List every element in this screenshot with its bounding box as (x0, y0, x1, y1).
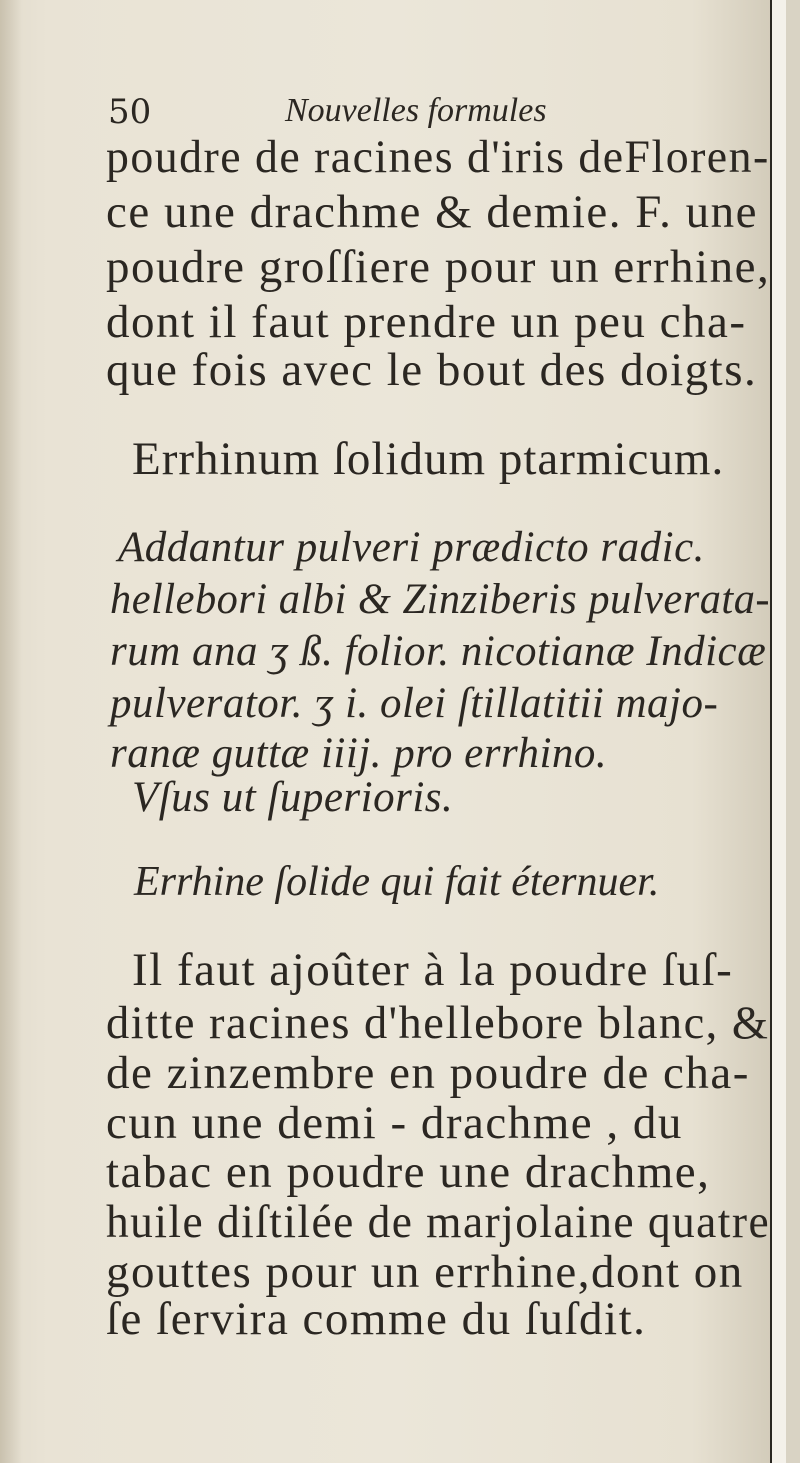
page-edge (770, 0, 786, 1463)
latin-line: hellebori albi & Zinziberis pulverata- (110, 576, 771, 623)
running-title: Nouvelles formules (285, 92, 547, 129)
french-heading: Errhine ſolide qui fait éternuer. (134, 859, 660, 905)
latin-heading: Errhinum ſolidum ptarmicum. (132, 433, 725, 485)
text-line: gouttes pour un errhine,dont on (106, 1246, 744, 1298)
latin-line: ranæ guttæ iiij. pro errhino. (110, 730, 608, 777)
text-line: Il faut ajoûter à la poudre ſuſ- (132, 944, 734, 996)
text-line: ſe ſervira comme du ſuſdit. (106, 1293, 647, 1345)
text-line: cun une demi - drachme , du (106, 1097, 683, 1149)
latin-line: Vſus ut ſuperioris. (132, 774, 454, 821)
text-line: poudre de racines d'iris deFloren- (106, 131, 770, 183)
latin-line: pulverator. ʒ i. olei ſtillatitii majo- (110, 680, 719, 727)
text-line: dont il faut prendre un peu cha- (106, 296, 747, 348)
text-line: ce une drachme & demie. F. une (106, 186, 759, 238)
page-number: 50 (108, 92, 152, 132)
text-line: poudre groſſiere pour un errhine, (106, 241, 771, 293)
text-line: que fois avec le bout des doigts. (106, 344, 758, 396)
latin-line: rum ana ʒ ß. folior. nicotianæ Indicæ (110, 628, 767, 675)
text-line: de zinzembre en poudre de cha- (106, 1047, 750, 1099)
text-line: ditte racines d'hellebore blanc, & (106, 997, 770, 1049)
text-line: tabac en poudre une drachme, (106, 1146, 711, 1198)
page-gutter-shadow (0, 0, 22, 1463)
text-line: huile diſtilée de marjolaine quatre (106, 1196, 771, 1248)
latin-line: Addantur pulveri prædicto radic. (118, 524, 705, 571)
